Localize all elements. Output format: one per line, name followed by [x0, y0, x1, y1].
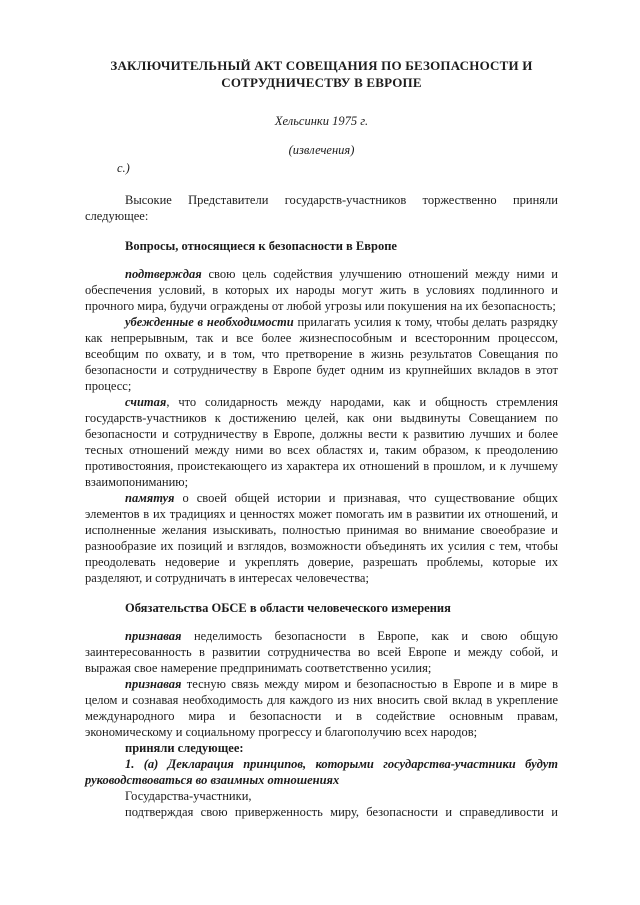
- paragraph-text: , что солидарность между народами, как и общность стремления государств-участников к достижению целей, как они выдвинуты Совещанием по безопасности и сотрудничеству в Европе, должны вести к развитию лучших и более тесных отношений между ними во всех областях и, таким образом, к преодолению противостояния, проистекающего из характера их отношений в прошлом, и к лучшему взаимопониманию;: [85, 395, 558, 489]
- paragraph-text: прилагать усилия к тому, чтобы делать разрядку как непрерывным, так и все более жизнеспособным и всесторонним процессом, всеобщим по охвату, и в том, что претворение в жизнь результатов Совещания по безопасности и сотрудничеству в Европе будет одним из крупнейших вкладов в этот процесс;: [85, 315, 558, 393]
- paragraph-considering: [85, 394, 558, 490]
- paragraph-text: свою цель содействия улучшению отношений между ними и обеспечения условий, в которых их народы могут жить в условиях подлинного и прочного мира, будучи ограждены от любой угрозы или покушения на их безопасность;: [85, 267, 558, 313]
- document-title: [85, 57, 558, 91]
- closing-line: подтверждая свою приверженность миру, безопасности и справедливости и: [125, 805, 558, 819]
- paragraph-lead: памятуя: [125, 491, 175, 505]
- paragraph-convinced: [85, 314, 558, 394]
- document-title-line-2: СОТРУДНИЧЕСТВУ В ЕВРОПЕ: [221, 75, 422, 90]
- paragraph-text: о своей общей истории и признавая, что существование общих элементов в их традициях и ценностях может помогать им в развитии их отношений, и исполненные желания изыскивать, полностью принимая во внимание своеобразие и разнообразие их позиций и взглядов, возможности объединять их усилия с тем, чтобы преодолевать недоверие и укреплять доверие, разрешать проблемы, которые их разделяют, и сотрудничать в интересах человечества;: [85, 491, 558, 585]
- paragraph-lead: убежденные в необходимости: [125, 315, 294, 329]
- paragraph-confirming: [85, 266, 558, 314]
- paragraph-mindful: [85, 490, 558, 586]
- participants-line: Государства-участники,: [125, 789, 252, 803]
- excerpt-marker: с.): [117, 161, 130, 175]
- adopted-line: приняли следующее:: [125, 741, 244, 755]
- paragraph-text: неделимость безопасности в Европе, как и свою общую заинтересованность в развитии сотрудничества во всей Европе и между собой, и выражая свое намерение предпринимать соответственно усилия;: [85, 629, 558, 675]
- paragraph-text: тесную связь между миром и безопасностью в Европе и в мире в целом и сознавая необходимость для каждого из них вносить свой вклад в укрепление международного мира и безопасности и в содействие основным правам, экономическому и социальному прогрессу и благополучию всех народов;: [85, 677, 558, 739]
- paragraph-lead: признавая: [125, 629, 182, 643]
- document-subtitle: Хельсинки 1975 г.: [274, 114, 369, 128]
- declaration-heading: 1. (а) Декларация принципов, которыми государства-участники будут руководствоваться во взаимных отношениях: [85, 757, 558, 787]
- excerpt-note: (извлечения): [288, 143, 355, 157]
- section-heading-security: Вопросы, относящиеся к безопасности в Европе: [125, 239, 397, 253]
- document-title-line-1: ЗАКЛЮЧИТЕЛЬНЫЙ АКТ СОВЕЩАНИЯ ПО БЕЗОПАСНОСТИ И: [110, 58, 533, 73]
- paragraph-lead: считая: [125, 395, 167, 409]
- paragraph-lead: признавая: [125, 677, 182, 691]
- paragraph-lead: подтверждая: [125, 267, 202, 281]
- paragraph-recognizing-link: [85, 676, 558, 740]
- intro-paragraph: Высокие Представители государств-участников торжественно приняли следующее:: [85, 193, 558, 223]
- paragraph-recognizing-indivisibility: [85, 628, 558, 676]
- section-heading-osce: Обязательства ОБСЕ в области человеческого измерения: [125, 601, 451, 615]
